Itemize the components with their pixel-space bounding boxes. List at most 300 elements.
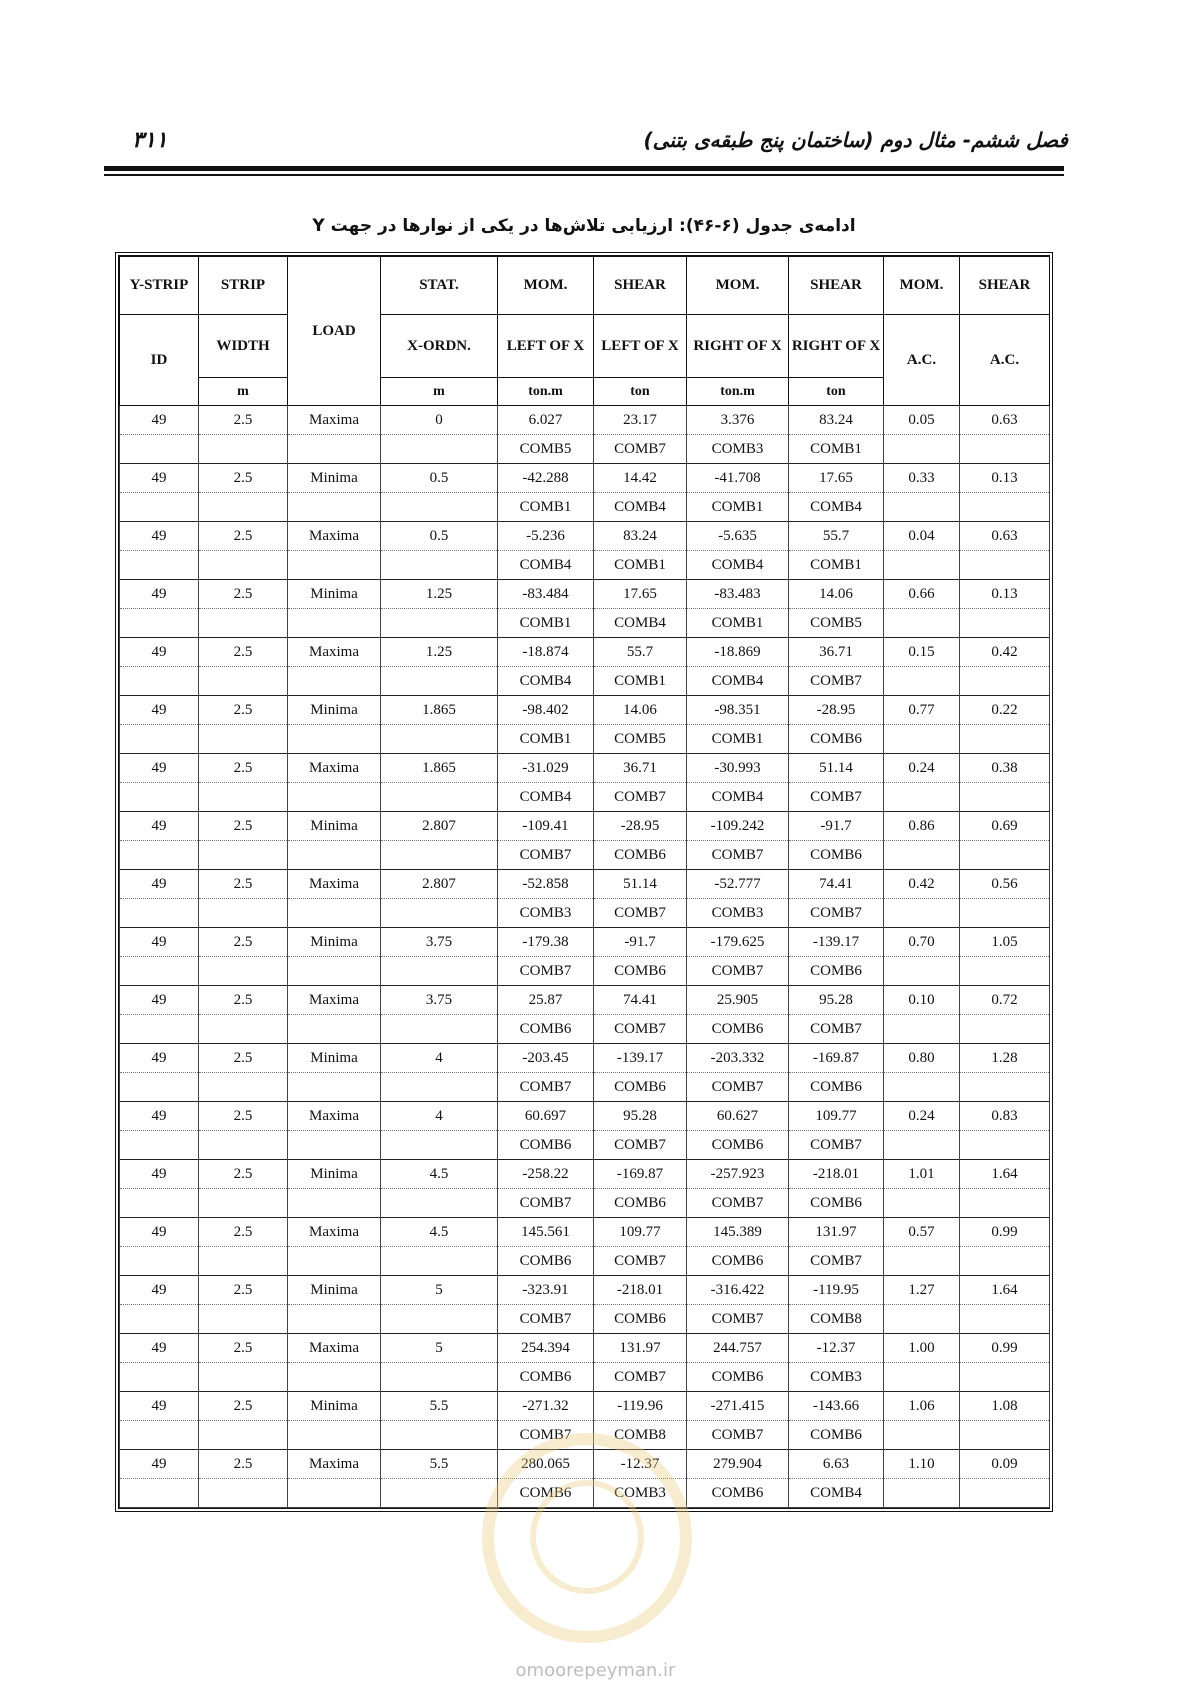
combo-row [120, 841, 1050, 870]
cell-mom-l: -42.288 [498, 464, 594, 493]
cell-empty [381, 1305, 498, 1334]
cell-width: 2.5 [199, 1392, 288, 1421]
cell-empty [199, 725, 288, 754]
col-header: STRIP [199, 257, 288, 315]
cell-width: 2.5 [199, 1334, 288, 1363]
cell-shear-ac: 1.08 [960, 1392, 1050, 1421]
cell-empty [199, 1073, 288, 1102]
cell-empty [288, 899, 381, 928]
cell-combo: COMB7 [789, 667, 884, 696]
cell-mom-l: -203.45 [498, 1044, 594, 1073]
cell-empty [381, 493, 498, 522]
cell-combo: COMB4 [789, 1479, 884, 1508]
table-row [120, 1218, 1050, 1247]
cell-combo: COMB6 [789, 957, 884, 986]
cell-combo: COMB7 [687, 957, 789, 986]
cell-shear-l: 51.14 [594, 870, 687, 899]
cell-mom-l: -31.029 [498, 754, 594, 783]
cell-id: 49 [120, 406, 199, 435]
cell-shear-r: 74.41 [789, 870, 884, 899]
cell-shear-r: -119.95 [789, 1276, 884, 1305]
cell-empty [884, 667, 960, 696]
cell-shear-ac: 0.69 [960, 812, 1050, 841]
cell-shear-ac: 1.64 [960, 1276, 1050, 1305]
cell-empty [884, 899, 960, 928]
cell-combo: COMB7 [498, 1305, 594, 1334]
cell-empty [288, 957, 381, 986]
cell-combo: COMB4 [687, 551, 789, 580]
cell-empty [199, 435, 288, 464]
header-rule [104, 166, 1064, 171]
cell-mom-r: 244.757 [687, 1334, 789, 1363]
cell-combo: COMB1 [789, 551, 884, 580]
cell-empty [960, 725, 1050, 754]
cell-combo: COMB4 [498, 783, 594, 812]
cell-empty [199, 1189, 288, 1218]
cell-mom-ac: 0.80 [884, 1044, 960, 1073]
cell-combo: COMB6 [594, 841, 687, 870]
cell-shear-r: -12.37 [789, 1334, 884, 1363]
cell-id: 49 [120, 1276, 199, 1305]
cell-combo: COMB3 [594, 1479, 687, 1508]
cell-combo: COMB6 [498, 1131, 594, 1160]
col-header: SHEAR [594, 257, 687, 315]
cell-empty [884, 1363, 960, 1392]
cell-empty [120, 783, 199, 812]
cell-mom-ac: 0.15 [884, 638, 960, 667]
cell-combo: COMB7 [789, 1131, 884, 1160]
cell-shear-ac: 0.38 [960, 754, 1050, 783]
cell-width: 2.5 [199, 1160, 288, 1189]
cell-shear-r: 17.65 [789, 464, 884, 493]
cell-combo: COMB1 [789, 435, 884, 464]
cell-empty [120, 725, 199, 754]
cell-empty [120, 435, 199, 464]
cell-load: Maxima [288, 986, 381, 1015]
cell-empty [288, 667, 381, 696]
cell-empty [199, 609, 288, 638]
cell-id: 49 [120, 696, 199, 725]
cell-empty [120, 1189, 199, 1218]
cell-mom-r: -109.242 [687, 812, 789, 841]
cell-id: 49 [120, 1102, 199, 1131]
cell-mom-r: 25.905 [687, 986, 789, 1015]
cell-mom-l: -52.858 [498, 870, 594, 899]
cell-combo: COMB3 [687, 899, 789, 928]
cell-shear-ac: 0.99 [960, 1334, 1050, 1363]
cell-x: 5.5 [381, 1450, 498, 1479]
combo-row [120, 957, 1050, 986]
cell-empty [960, 1131, 1050, 1160]
chapter-title: فصل ششم- مثال دوم (ساختمان پنج طبقه‌ی بتنی) [643, 128, 1068, 152]
cell-mom-r: -83.483 [687, 580, 789, 609]
cell-empty [288, 783, 381, 812]
cell-empty [884, 1247, 960, 1276]
cell-mom-ac: 0.04 [884, 522, 960, 551]
cell-empty [960, 1305, 1050, 1334]
cell-empty [381, 1189, 498, 1218]
cell-combo: COMB7 [498, 1421, 594, 1450]
cell-shear-l: 55.7 [594, 638, 687, 667]
table-row [120, 638, 1050, 667]
cell-empty [960, 667, 1050, 696]
cell-x: 1.25 [381, 638, 498, 667]
cell-empty [288, 1073, 381, 1102]
cell-shear-l: -139.17 [594, 1044, 687, 1073]
cell-mom-l: 60.697 [498, 1102, 594, 1131]
cell-empty [960, 783, 1050, 812]
cell-mom-l: -271.32 [498, 1392, 594, 1421]
cell-id: 49 [120, 522, 199, 551]
cell-shear-ac: 0.56 [960, 870, 1050, 899]
cell-combo: COMB4 [687, 667, 789, 696]
unit-label: ton.m [687, 378, 789, 406]
cell-empty [120, 899, 199, 928]
col-header: MOM. [687, 257, 789, 315]
cell-mom-r: -18.869 [687, 638, 789, 667]
cell-empty [381, 1363, 498, 1392]
cell-empty [884, 783, 960, 812]
table-row [120, 928, 1050, 957]
cell-combo: COMB6 [498, 1015, 594, 1044]
cell-shear-l: 109.77 [594, 1218, 687, 1247]
cell-load: Maxima [288, 1334, 381, 1363]
cell-shear-r: 83.24 [789, 406, 884, 435]
combo-row [120, 1247, 1050, 1276]
cell-mom-r: 3.376 [687, 406, 789, 435]
col-header: RIGHT OF X [687, 315, 789, 378]
cell-empty [381, 1421, 498, 1450]
cell-shear-r: -218.01 [789, 1160, 884, 1189]
cell-mom-ac: 1.27 [884, 1276, 960, 1305]
cell-combo: COMB1 [498, 493, 594, 522]
cell-mom-l: -179.38 [498, 928, 594, 957]
cell-mom-l: -5.236 [498, 522, 594, 551]
cell-empty [199, 841, 288, 870]
cell-empty [884, 957, 960, 986]
cell-mom-l: -109.41 [498, 812, 594, 841]
cell-shear-l: -28.95 [594, 812, 687, 841]
cell-combo: COMB7 [594, 1015, 687, 1044]
combo-row [120, 783, 1050, 812]
cell-empty [884, 1015, 960, 1044]
cell-mom-r: -316.422 [687, 1276, 789, 1305]
cell-shear-ac: 1.64 [960, 1160, 1050, 1189]
cell-mom-l: -18.874 [498, 638, 594, 667]
cell-width: 2.5 [199, 1450, 288, 1479]
cell-empty [960, 1479, 1050, 1508]
unit-label: m [381, 378, 498, 406]
cell-mom-ac: 0.24 [884, 1102, 960, 1131]
cell-load: Minima [288, 1392, 381, 1421]
cell-mom-l: 280.065 [498, 1450, 594, 1479]
cell-combo: COMB8 [594, 1421, 687, 1450]
combo-row [120, 1363, 1050, 1392]
cell-mom-l: -323.91 [498, 1276, 594, 1305]
cell-combo: COMB6 [594, 1189, 687, 1218]
col-header: WIDTH [199, 315, 288, 378]
cell-id: 49 [120, 1334, 199, 1363]
cell-load: Minima [288, 696, 381, 725]
cell-empty [120, 841, 199, 870]
cell-empty [288, 493, 381, 522]
cell-shear-ac: 1.05 [960, 928, 1050, 957]
strip-forces-table [115, 252, 1053, 1512]
cell-width: 2.5 [199, 928, 288, 957]
cell-combo: COMB6 [687, 1479, 789, 1508]
cell-combo: COMB4 [498, 551, 594, 580]
cell-empty [960, 1015, 1050, 1044]
cell-empty [960, 1421, 1050, 1450]
cell-combo: COMB6 [789, 1189, 884, 1218]
cell-mom-r: -41.708 [687, 464, 789, 493]
cell-mom-r: -271.415 [687, 1392, 789, 1421]
cell-shear-l: 23.17 [594, 406, 687, 435]
cell-empty [960, 493, 1050, 522]
cell-x: 4 [381, 1102, 498, 1131]
cell-mom-l: 145.561 [498, 1218, 594, 1247]
cell-empty [381, 783, 498, 812]
cell-combo: COMB7 [687, 1421, 789, 1450]
cell-empty [199, 1363, 288, 1392]
col-header: LOAD [288, 257, 381, 406]
header-row [120, 315, 1050, 378]
cell-combo: COMB7 [498, 957, 594, 986]
combo-row [120, 667, 1050, 696]
cell-empty [381, 1131, 498, 1160]
cell-empty [381, 1015, 498, 1044]
cell-empty [199, 957, 288, 986]
col-header: X-ORDN. [381, 315, 498, 378]
cell-shear-ac: 0.42 [960, 638, 1050, 667]
cell-x: 2.807 [381, 812, 498, 841]
cell-shear-ac: 0.99 [960, 1218, 1050, 1247]
cell-empty [199, 1015, 288, 1044]
cell-combo: COMB7 [498, 841, 594, 870]
cell-combo: COMB6 [594, 1305, 687, 1334]
combo-row [120, 1189, 1050, 1218]
cell-shear-l: 14.06 [594, 696, 687, 725]
combo-row [120, 435, 1050, 464]
cell-load: Minima [288, 928, 381, 957]
cell-load: Maxima [288, 1450, 381, 1479]
table-row [120, 986, 1050, 1015]
combo-row [120, 899, 1050, 928]
combo-row [120, 1305, 1050, 1334]
cell-combo: COMB6 [594, 957, 687, 986]
cell-id: 49 [120, 1392, 199, 1421]
cell-shear-l: 83.24 [594, 522, 687, 551]
cell-mom-l: -98.402 [498, 696, 594, 725]
cell-load: Maxima [288, 638, 381, 667]
cell-empty [120, 1015, 199, 1044]
cell-empty [960, 1189, 1050, 1218]
cell-shear-r: -28.95 [789, 696, 884, 725]
col-header: SHEAR [789, 257, 884, 315]
cell-width: 2.5 [199, 522, 288, 551]
table-row [120, 1160, 1050, 1189]
cell-empty [120, 609, 199, 638]
cell-id: 49 [120, 1160, 199, 1189]
cell-combo: COMB6 [789, 1421, 884, 1450]
cell-combo: COMB6 [498, 1479, 594, 1508]
cell-empty [381, 435, 498, 464]
cell-load: Minima [288, 1276, 381, 1305]
cell-load: Minima [288, 812, 381, 841]
combo-row [120, 551, 1050, 580]
cell-combo: COMB7 [498, 1073, 594, 1102]
cell-shear-ac: 0.13 [960, 464, 1050, 493]
cell-combo: COMB1 [687, 725, 789, 754]
cell-combo: COMB6 [687, 1131, 789, 1160]
table-row [120, 406, 1050, 435]
page-number: ۳۱۱ [132, 128, 168, 153]
table-caption: ادامه‌ی جدول (۶-۴۶): ارزیابی تلاش‌ها در یکی از نوارها در جهت Y [312, 216, 856, 236]
cell-load: Maxima [288, 406, 381, 435]
cell-empty [960, 435, 1050, 464]
cell-mom-r: -5.635 [687, 522, 789, 551]
cell-width: 2.5 [199, 580, 288, 609]
cell-empty [884, 1421, 960, 1450]
cell-load: Minima [288, 1160, 381, 1189]
cell-combo: COMB6 [687, 1247, 789, 1276]
cell-mom-r: -30.993 [687, 754, 789, 783]
cell-empty [120, 1305, 199, 1334]
combo-row [120, 1131, 1050, 1160]
cell-shear-r: 55.7 [789, 522, 884, 551]
cell-mom-ac: 1.00 [884, 1334, 960, 1363]
cell-combo: COMB1 [498, 725, 594, 754]
cell-mom-ac: 1.01 [884, 1160, 960, 1189]
cell-empty [120, 493, 199, 522]
cell-combo: COMB6 [789, 841, 884, 870]
cell-shear-r: -91.7 [789, 812, 884, 841]
cell-mom-ac: 0.33 [884, 464, 960, 493]
cell-empty [884, 725, 960, 754]
cell-combo: COMB6 [687, 1015, 789, 1044]
cell-empty [288, 1189, 381, 1218]
cell-combo: COMB6 [687, 1363, 789, 1392]
cell-shear-l: -119.96 [594, 1392, 687, 1421]
cell-mom-ac: 0.86 [884, 812, 960, 841]
cell-empty [288, 1363, 381, 1392]
cell-combo: COMB7 [789, 899, 884, 928]
cell-combo: COMB4 [687, 783, 789, 812]
cell-empty [288, 1305, 381, 1334]
cell-shear-ac: 0.63 [960, 406, 1050, 435]
cell-mom-l: 254.394 [498, 1334, 594, 1363]
cell-mom-l: 6.027 [498, 406, 594, 435]
cell-empty [960, 841, 1050, 870]
cell-shear-ac: 1.28 [960, 1044, 1050, 1073]
cell-mom-ac: 0.42 [884, 870, 960, 899]
cell-width: 2.5 [199, 406, 288, 435]
cell-empty [120, 1479, 199, 1508]
table-row [120, 870, 1050, 899]
cell-empty [381, 957, 498, 986]
cell-empty [381, 609, 498, 638]
cell-mom-r: -52.777 [687, 870, 789, 899]
col-header: STAT. [381, 257, 498, 315]
table-row [120, 696, 1050, 725]
header-rule-thin [104, 174, 1064, 176]
watermark-seal-inner [530, 1480, 644, 1594]
cell-mom-r: -179.625 [687, 928, 789, 957]
cell-shear-l: -169.87 [594, 1160, 687, 1189]
cell-mom-r: 279.904 [687, 1450, 789, 1479]
cell-empty [199, 1305, 288, 1334]
cell-x: 4.5 [381, 1160, 498, 1189]
cell-empty [199, 1421, 288, 1450]
cell-empty [960, 1247, 1050, 1276]
cell-empty [288, 725, 381, 754]
col-header: A.C. [884, 315, 960, 406]
cell-empty [199, 1131, 288, 1160]
col-header: A.C. [960, 315, 1050, 406]
cell-combo: COMB4 [789, 493, 884, 522]
cell-combo: COMB7 [687, 1189, 789, 1218]
cell-empty [960, 1363, 1050, 1392]
cell-shear-l: 17.65 [594, 580, 687, 609]
cell-shear-ac: 0.72 [960, 986, 1050, 1015]
cell-empty [960, 551, 1050, 580]
cell-shear-l: 14.42 [594, 464, 687, 493]
cell-combo: COMB6 [498, 1247, 594, 1276]
header-row [120, 257, 1050, 315]
cell-width: 2.5 [199, 812, 288, 841]
cell-shear-ac: 0.09 [960, 1450, 1050, 1479]
cell-empty [199, 551, 288, 580]
cell-shear-ac: 0.13 [960, 580, 1050, 609]
cell-shear-r: -143.66 [789, 1392, 884, 1421]
cell-id: 49 [120, 1450, 199, 1479]
cell-shear-r: 131.97 [789, 1218, 884, 1247]
cell-width: 2.5 [199, 1044, 288, 1073]
cell-empty [884, 551, 960, 580]
cell-mom-r: -257.923 [687, 1160, 789, 1189]
cell-combo: COMB7 [789, 783, 884, 812]
cell-x: 0.5 [381, 522, 498, 551]
cell-load: Minima [288, 1044, 381, 1073]
cell-combo: COMB3 [789, 1363, 884, 1392]
cell-empty [381, 1247, 498, 1276]
cell-empty [288, 1247, 381, 1276]
cell-shear-l: -91.7 [594, 928, 687, 957]
cell-empty [960, 609, 1050, 638]
cell-id: 49 [120, 638, 199, 667]
col-header: LEFT OF X [498, 315, 594, 378]
cell-mom-l: 25.87 [498, 986, 594, 1015]
cell-width: 2.5 [199, 696, 288, 725]
cell-mom-r: 145.389 [687, 1218, 789, 1247]
cell-combo: COMB5 [789, 609, 884, 638]
cell-load: Minima [288, 580, 381, 609]
cell-empty [288, 435, 381, 464]
cell-empty [199, 1479, 288, 1508]
cell-combo: COMB5 [498, 435, 594, 464]
cell-shear-ac: 0.22 [960, 696, 1050, 725]
cell-mom-l: -83.484 [498, 580, 594, 609]
cell-empty [884, 1479, 960, 1508]
cell-mom-ac: 0.24 [884, 754, 960, 783]
cell-load: Maxima [288, 754, 381, 783]
cell-shear-r: -169.87 [789, 1044, 884, 1073]
cell-x: 3.75 [381, 986, 498, 1015]
cell-load: Maxima [288, 1102, 381, 1131]
cell-x: 5.5 [381, 1392, 498, 1421]
cell-load: Maxima [288, 522, 381, 551]
cell-empty [960, 1073, 1050, 1102]
